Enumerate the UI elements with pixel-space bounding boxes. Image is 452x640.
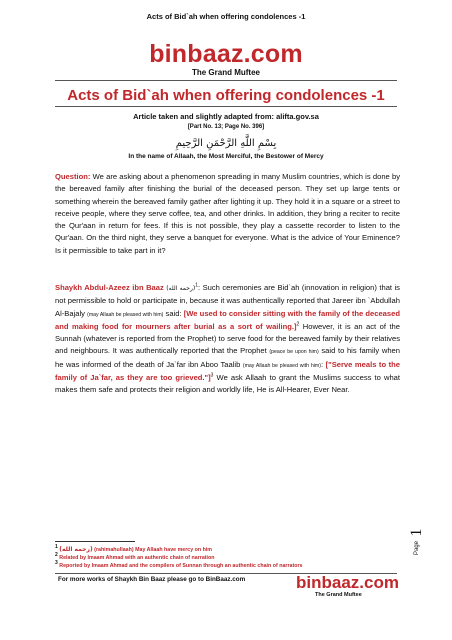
- footer-note[interactable]: For more works of Shaykh Bin Baaz please go to BinBaaz.com: [58, 576, 246, 583]
- footnote-ref-3: 3: [210, 372, 214, 379]
- answer-paragraph: [55, 282, 400, 397]
- honorific-1: (may Allaah be pleased with him): [87, 311, 164, 318]
- speaker-name: Shaykh Abdul-Azeez ibn Baaz: [55, 283, 164, 292]
- footnote-ref-2: 2: [296, 321, 300, 328]
- footnote-divider: [55, 541, 135, 542]
- site-logo: binbaaz.com: [149, 40, 303, 68]
- page-title: Acts of Bid`ah when offering condolences -1: [67, 87, 385, 104]
- running-header: Acts of Bid`ah when offering condolences -1: [146, 12, 306, 21]
- footnote-1: $^1$ (رحمه الله) (rahimahullaah) May Allaah have mercy on him: [55, 544, 213, 553]
- hadith-quote-2: ["Serve meals to the family of Ja`far, as they are too grieved."]: [55, 359, 400, 383]
- answer-text-6: We ask Allaah to grant the Muslims success to what makes them safe and protects their religion and worldly life, He is All-Hearer, Ever Near.: [55, 373, 400, 395]
- footnote-3: $^3$ Reported by Imaam Ahmad and the compilers of Sunnan through an authentic chain of narrators: [55, 560, 303, 569]
- answer-text-3: However, it is an act of the Sunnah (whatever is reported from the Prophet) to serve food for the bereaved family by their relatives and neighbours. It was authentically reported that the Prophet: [55, 321, 400, 356]
- honorific-2: (peace be upon him): [269, 349, 319, 356]
- reference-line: [Part No. 13; Page No. 396]: [187, 124, 265, 130]
- honorific-3: (may Allaah be pleased with him): [242, 362, 321, 369]
- question-label: Question:: [55, 172, 91, 181]
- hadith-quote-1: [We used to consider sitting with the family of the deceased and making food for mourners after burial as a sort of wailing.]: [55, 308, 400, 331]
- footer-logo-subtitle: The Grand Muftee: [315, 592, 362, 598]
- answer-text-4: said to his family when he was informed of the death of Ja`far ibn Aboo Taalib: [55, 346, 400, 369]
- question-paragraph: [55, 171, 400, 257]
- basmala-translation: In the name of Allaah, the Most Merciful, the Bestower of Mercy: [128, 153, 324, 160]
- basmala-arabic: بِسْمِ اللَّهِ الرَّحْمَنِ الرَّحِيمِ: [175, 138, 277, 149]
- title-divider: [55, 106, 397, 107]
- page-number: Page 1: [408, 528, 425, 555]
- answer-text-5: :: [320, 359, 326, 369]
- footnote-2: $^2$ Related by Imaam Ahmad with an authentic chain of narration: [55, 552, 215, 561]
- source-line: Article taken and slightly adapted from: alifta.gov.sa: [133, 112, 319, 121]
- speaker-honorific: (رحمه الله): [166, 285, 196, 292]
- answer-text-2: said:: [163, 308, 184, 318]
- answer-text-1: : Such ceremonies are Bid`ah (innovation in religion) that is not permissible to hold or participate in, because it was authentically reported that Jareer ibn `Abdullah Al-Bajaly: [55, 283, 400, 318]
- footnote-ref-1: 1: [195, 282, 198, 289]
- logo-subtitle: The Grand Muftee: [191, 68, 260, 77]
- footer-logo: binbaaz.com: [296, 573, 399, 592]
- question-text: We are asking about a phenomenon spreading in many Muslim countries, which is done by the bereaved family after finishing the burial of the deceased person. They set up large tents or something wherein the bereaved family gather after lighting it up. They hold it in a square or a street to receive people, where they serve coffee, tea, and other drinks. In addition, they bring a reciter to recite the Qur'aan in return for fees. If this is not possible, they play a cassette recorder to listen to the Qur'aan. On the third night, they serve a banquet for everyone. What is the advice of Your Eminence? Is it permissible to take part in it?: [55, 172, 400, 255]
- header-divider: [55, 80, 397, 81]
